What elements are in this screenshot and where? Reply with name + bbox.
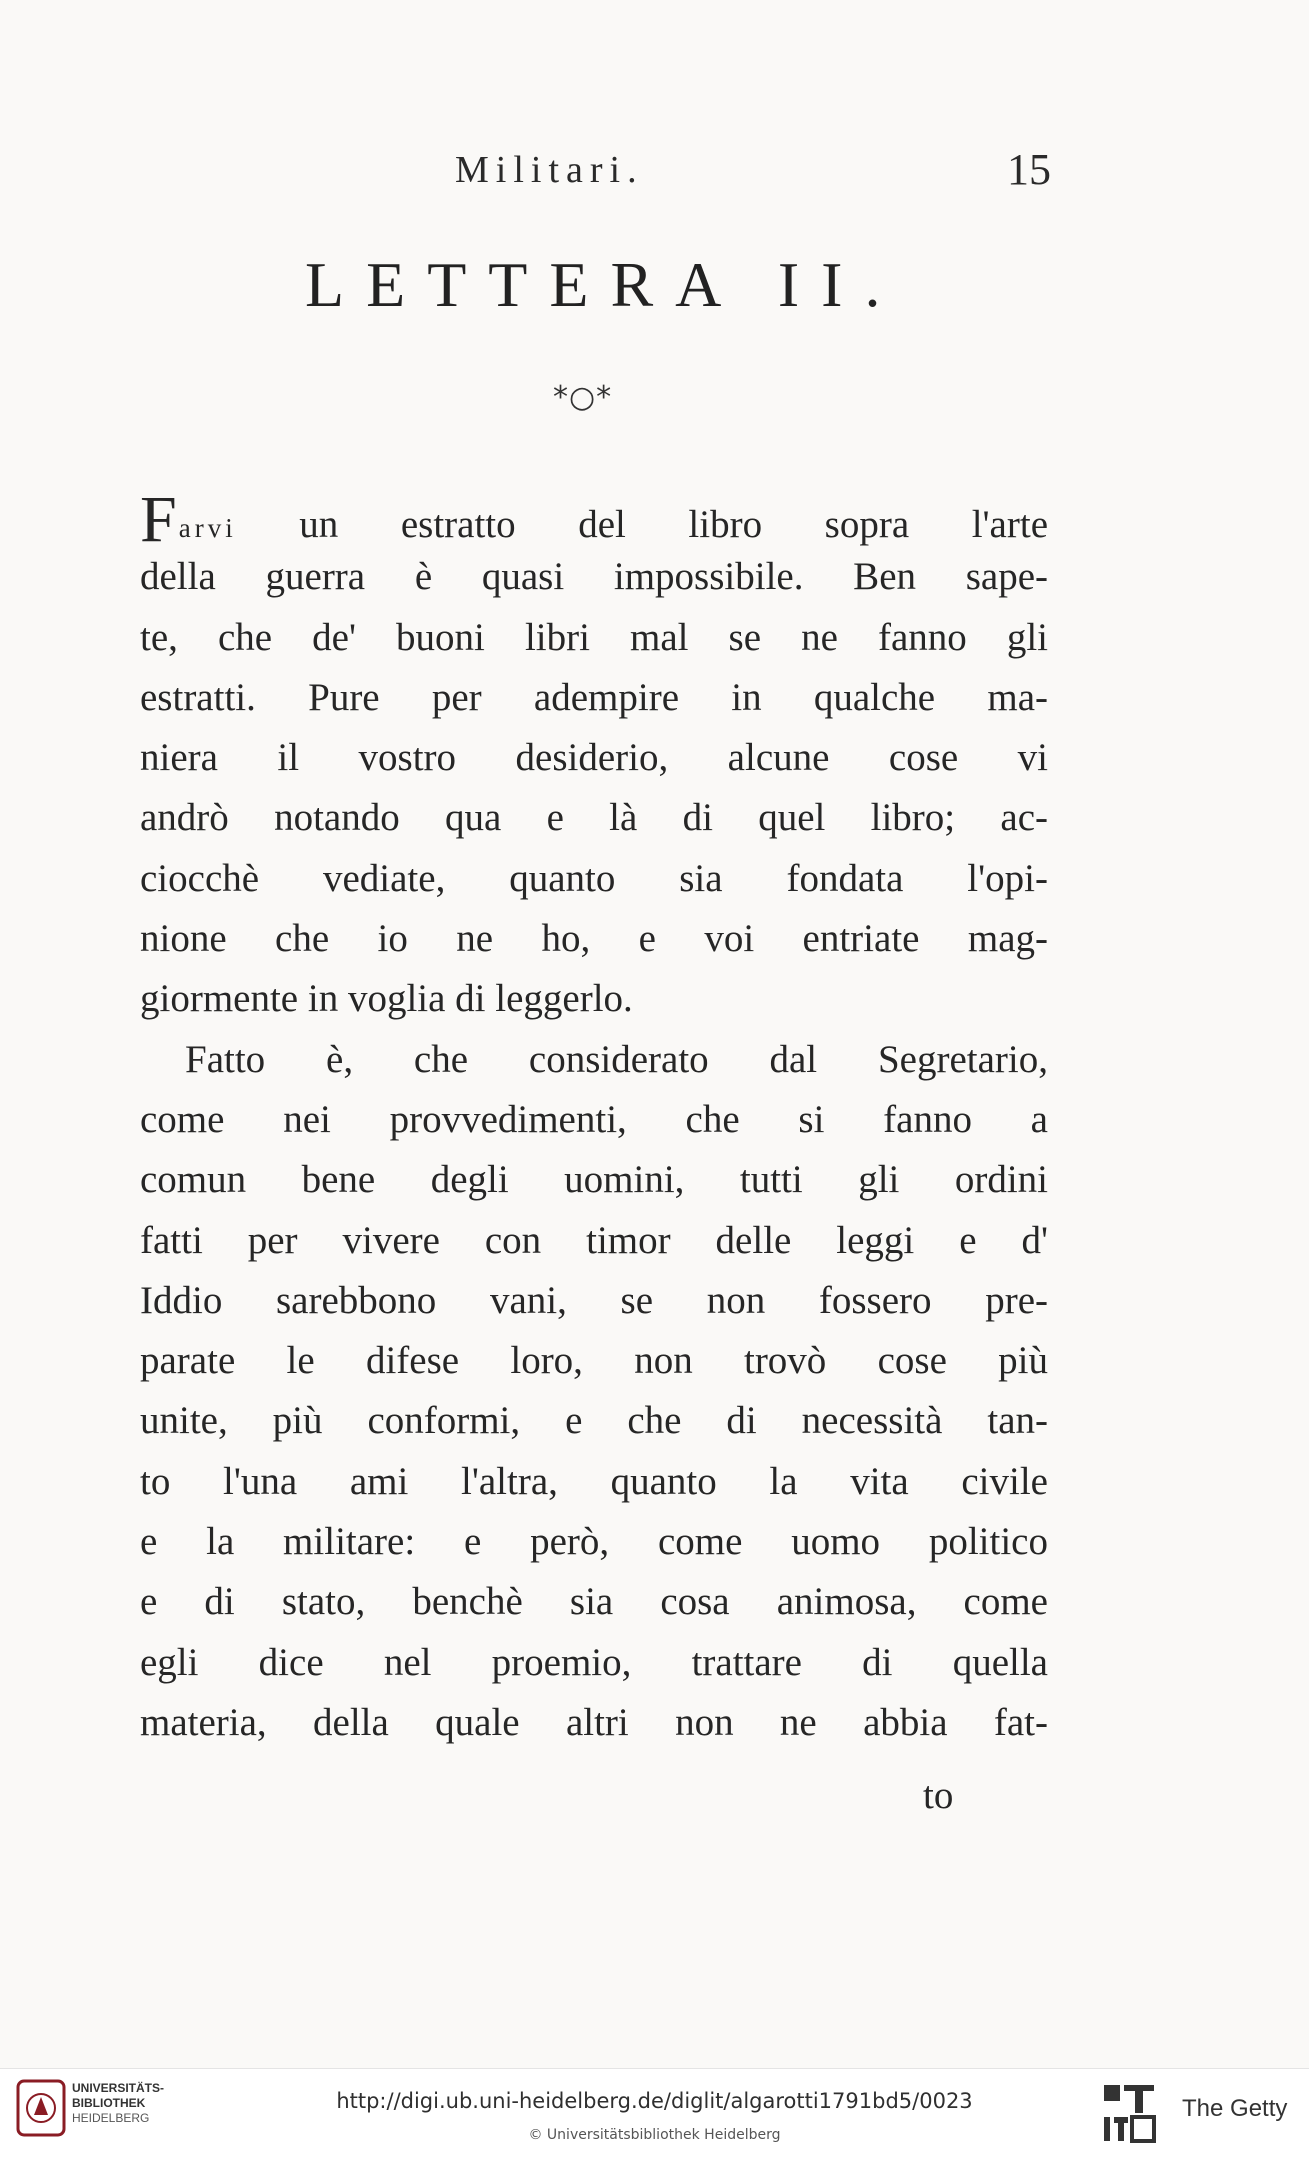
running-head: Militari. <box>455 149 644 191</box>
footer-bar <box>0 2068 1309 2161</box>
text-line: to l'una ami l'altra, quanto la vita civile <box>140 1459 1048 1503</box>
text-line: Iddio sarebbono vani, se non fossero pre- <box>140 1278 1048 1322</box>
line-text: un estratto del libro sopra l'arte <box>236 503 1048 546</box>
copyright-notice: © Universitätsbibliothek Heidelberg <box>528 2127 781 2143</box>
body-text <box>140 483 1048 1753</box>
text-line: unite, più conformi, e che di necessità tan- <box>140 1399 1048 1443</box>
text-line: ciocchè vediate, quanto sia fondata l'opi- <box>140 856 1048 900</box>
text-line: parate le difese loro, non trovò cose più <box>140 1339 1048 1383</box>
page-number: 15 <box>1007 145 1051 194</box>
text-line: comun bene degli uomini, tutti gli ordini <box>140 1158 1048 1202</box>
text-line: materia, della quale altri non ne abbia fat- <box>140 1700 1048 1744</box>
text-line: come nei provvedimenti, che si fanno a <box>140 1097 1048 1141</box>
text-line: estratti. Pure per adempire in qualche ma- <box>140 675 1048 719</box>
source-url-link[interactable]: http://digi.ub.uni-heidelberg.de/diglit/algarotti1791bd5/0023 <box>336 2089 973 2113</box>
text-line: nione che io ne ho, e voi entriate mag- <box>140 917 1048 961</box>
text-line: fatti per vivere con timor delle leggi e d' <box>140 1218 1048 1262</box>
text-line: niera il vostro desiderio, alcune cose vi <box>140 736 1048 780</box>
text-line: e la militare: e però, come uomo politico <box>140 1520 1048 1564</box>
getty-logo-icon <box>1102 2083 1156 2143</box>
small-caps-word: arvi <box>178 513 237 543</box>
text-line: della guerra è quasi impossibile. Ben sape- <box>140 555 1048 599</box>
text-line: giormente in voglia di leggerlo. <box>140 977 633 1021</box>
text-line <box>140 483 1048 556</box>
text-line: andrò notando qua e là di quel libro; ac- <box>140 796 1048 840</box>
catchword: to <box>923 1774 954 1817</box>
chapter-title: LETTERA II. <box>305 249 903 320</box>
library-name-line: UNIVERSITÄTS- <box>72 2081 165 2095</box>
text-line: Fatto è, che considerato dal Segretario, <box>185 1037 1048 1081</box>
text-line: te, che de' buoni libri mal se ne fanno gli <box>140 615 1048 659</box>
text-line: egli dice nel proemio, trattare di quella <box>140 1640 1048 1684</box>
drop-cap: F <box>140 483 177 556</box>
text-line: e di stato, benchè sia cosa animosa, come <box>140 1580 1048 1624</box>
ornament: *○* <box>553 380 613 415</box>
library-name-line: HEIDELBERG <box>72 2111 150 2125</box>
getty-name: The Getty <box>1182 2095 1288 2122</box>
library-name-line: BIBLIOTHEK <box>72 2096 146 2110</box>
